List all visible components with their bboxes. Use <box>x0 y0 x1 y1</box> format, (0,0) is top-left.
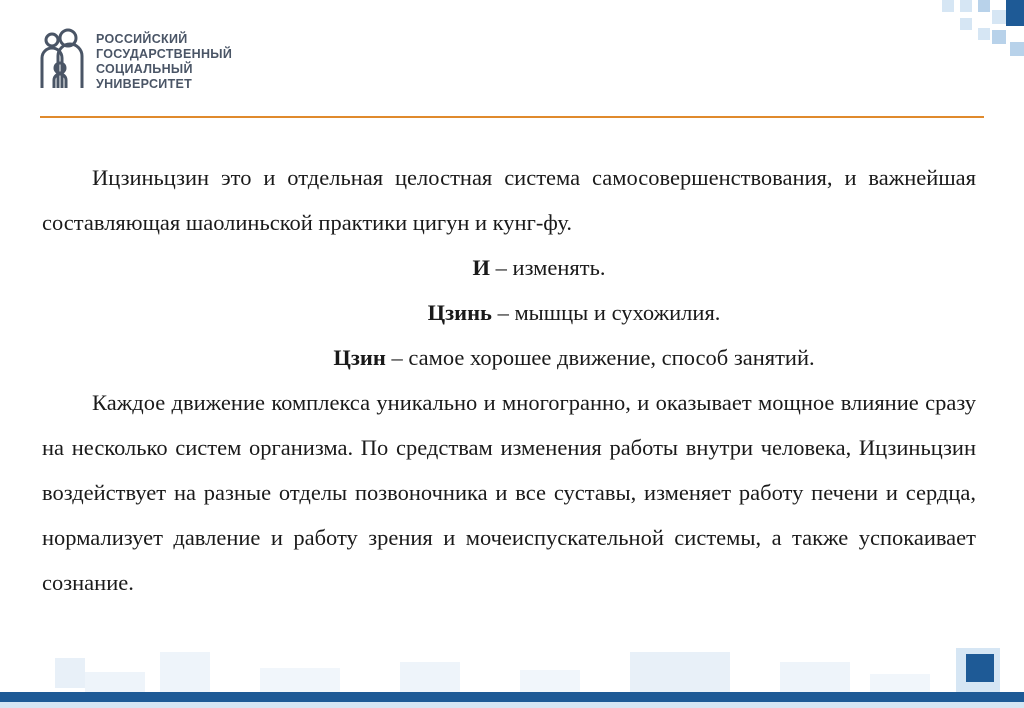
intro-paragraph: Ицзиньцзин это и отдельная целостная система самосовершенствования, и важнейшая составляющая шаолиньской практики цигун и кунг-фу. <box>42 165 976 235</box>
definition-meaning: – мышцы и сухожилия. <box>491 300 721 325</box>
decorative-tiles-bottom <box>0 648 1024 708</box>
definition-meaning: – изменять. <box>490 255 606 280</box>
slide-content <box>42 155 976 605</box>
logo-line: РОССИЙСКИЙ <box>96 32 188 46</box>
logo-line: ГОСУДАРСТВЕННЫЙ <box>96 47 233 61</box>
definition-line <box>42 290 976 335</box>
definition-line <box>42 335 976 380</box>
body-paragraph: Каждое движение комплекса уникально и многогранно, и оказывает мощное влияние сразу на несколько систем организма. По средствам изменения работы внутри человека, Ицзиньцзин воздействует на разные отделы позвоночника и все суставы, изменяет работу печени и сердца, нормализует давление и работу зрения и мочеиспускательной системы, а также успокаивает сознание. <box>42 390 976 595</box>
decorative-tiles-top <box>924 0 1024 62</box>
definition-meaning: – самое хорошее движение, способ занятий. <box>385 345 815 370</box>
university-logo <box>38 28 278 98</box>
logo-line: УНИВЕРСИТЕТ <box>96 77 193 91</box>
people-logo-icon <box>38 28 88 90</box>
header-divider <box>40 116 984 118</box>
definition-term: Цзинь <box>427 300 492 325</box>
logo-line: СОЦИАЛЬНЫЙ <box>96 62 193 76</box>
definition-term: И <box>472 255 491 280</box>
university-name <box>96 32 232 92</box>
definition-term: Цзин <box>333 345 386 370</box>
definition-line <box>42 245 976 290</box>
